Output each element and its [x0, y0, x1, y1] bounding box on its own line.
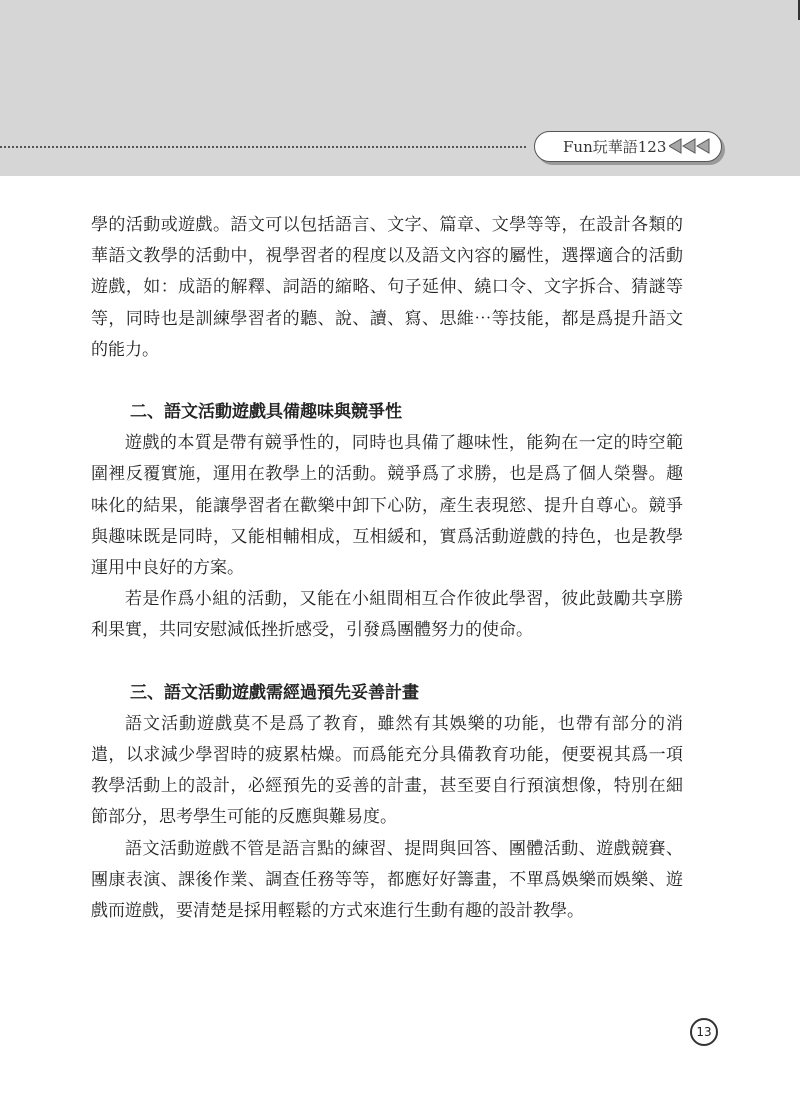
paragraph-1: 學的活動或遊戲。語文可以包括語言、文字、篇章、文學等等，在設計各類的華語文教學的活動中，視學習者的程度以及語文內容的屬性，選擇適合的活動遊戲，如：成語的解釋、詞語的縮略、句子延伸、繞口令、文字拆合、猜謎等等，同時也是訓練學習者的聽、說、讀、寫、思維⋯等技能，都是爲提升語文的能力。: [91, 215, 683, 360]
triple-left-triangle-icon: [669, 137, 711, 155]
page-number: 13: [696, 1025, 712, 1039]
paragraph-5: 語文活動遊戲不管是語言點的練習、提問與回答、團體活動、遊戲競賽、團康表演、課後作業、調查任務等等，都應好好籌畫，不單爲娛樂而娛樂、遊戲而遊戲，要清楚是採用輕鬆的方式來進行生動有趣的設計教學。: [91, 838, 683, 922]
paragraph-4: 語文活動遊戲莫不是爲了教育，雖然有其娛樂的功能，也帶有部分的消遣，以求減少學習時的疲累枯燥。而爲能充分具備教育功能，便要視其爲一項教學活動上的設計，必經預先的妥善的計畫，甚至要自行預演想像，特別在細節部分，思考學生可能的反應與難易度。: [91, 713, 683, 828]
section-heading-3: 三、語文活動遊戲需經過預先妥善計畫: [130, 682, 419, 703]
book-title-tab: [534, 131, 722, 162]
page-number-badge: [690, 1018, 718, 1046]
spacer: [91, 647, 683, 678]
header-dotted-rule: [0, 146, 526, 148]
crop-mark: [790, 0, 800, 20]
paragraph-2: 遊戲的本質是帶有競爭性的，同時也具備了趣味性，能夠在一定的時空範圍裡反覆實施，運用在教學上的活動。競爭爲了求勝，也是爲了個人榮譽。趣味化的結果，能讓學習者在歡樂中卸下心防，產生表現慾、提升自尊心。競爭與趣味既是同時，又能相輔相成，互相緩和，實爲活動遊戲的持色，也是教學運用中良好的方案。: [91, 433, 683, 579]
paragraph-3: 若是作爲小組的活動，又能在小組間相互合作彼此學習，彼此鼓勵共享勝利果實，共同安慰減低挫折感受，引發爲團體努力的使命。: [91, 589, 683, 641]
page-body: [91, 210, 683, 927]
section-heading-2: 二、語文活動遊戲具備趣味與競爭性: [130, 402, 402, 423]
book-title: Fun玩華語123: [563, 138, 667, 156]
spacer: [91, 366, 683, 397]
